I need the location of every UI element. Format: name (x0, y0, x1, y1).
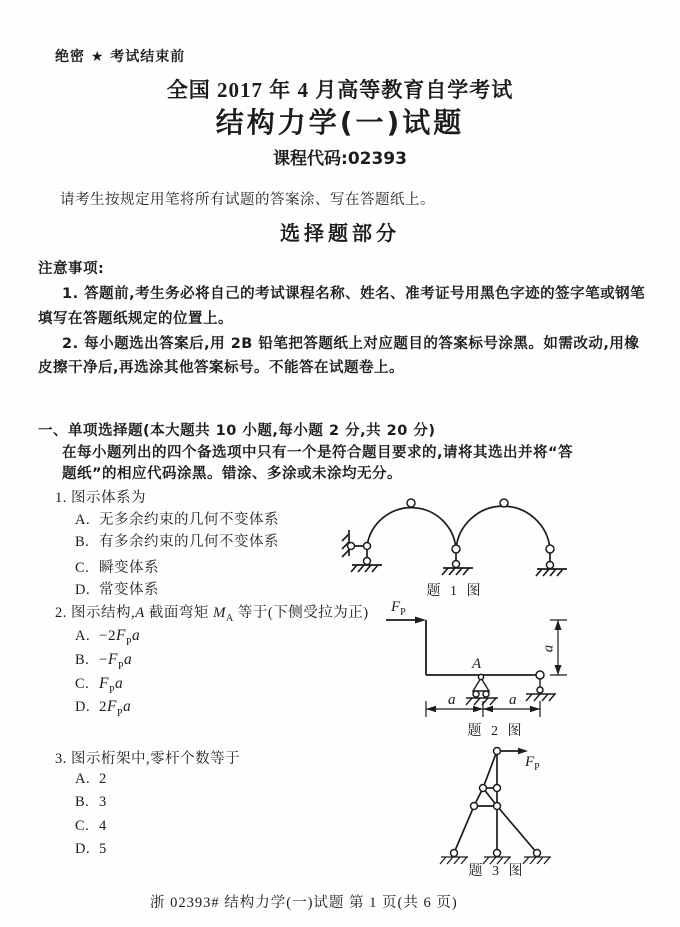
option-label: C. (75, 818, 90, 834)
exam-session-line: 全国 2017 年 4 月高等教育自学考试 (166, 78, 514, 102)
formula-var: a (132, 627, 141, 644)
course-code: 课程代码:02393 (273, 149, 407, 169)
question-1-option-d (75, 578, 159, 599)
figure-3-force-label: $F_P$ (525, 754, 540, 773)
option-label: D. (75, 582, 91, 598)
question-2-text-2: 截面弯矩 (144, 605, 214, 621)
option-label: B. (75, 652, 90, 668)
question-3-title: 3. 图示桁架中,零杆个数等于 (55, 751, 241, 767)
question-1-option-b (75, 530, 279, 551)
formula-coef: − (99, 652, 108, 668)
formula-var: a (124, 651, 133, 668)
question-2-title (55, 601, 369, 624)
section-1-title: 一、单项选择题(本大题共 10 小题,每小题 2 分,共 20 分) (38, 423, 436, 439)
note-2-line-2: 皮擦干净后,再选涂其他答案标号。不能答在试题卷上。 (38, 360, 405, 376)
answer-sheet-instruction: 请考生按规定用笔将所有试题的答案涂、写在答题纸上。 (60, 192, 435, 208)
option-text: 2 (99, 771, 107, 787)
option-label: D. (75, 841, 91, 857)
figure-2-support-a (466, 674, 498, 705)
figure-2-dim-a-right: a (540, 644, 557, 653)
option-label: A. (75, 771, 91, 787)
question-3-option-b (75, 794, 107, 811)
figure-1-caption: 题 1 图 (426, 584, 484, 599)
option-text: 3 (99, 794, 107, 810)
section-1-desc-line-2: 题纸”的相应代码涂黑。错涂、多涂或未涂均无分。 (62, 466, 403, 482)
figure-2-members (386, 617, 540, 676)
note-2-line-1: 2. 每小题选出答案后,用 2B 铅笔把答题纸上对应题目的答案标号涂黑。如需改动,用橡 (62, 336, 640, 352)
figure-1-hinges (348, 499, 555, 569)
formula-var: a (115, 675, 124, 692)
option-label: B. (75, 534, 90, 550)
question-1-title: 1. 图示体系为 (55, 490, 146, 506)
formula-f: F (99, 675, 109, 692)
question-3-option-c (75, 818, 107, 835)
section-1-desc-line-1: 在每小题列出的四个备选项中只有一个是符合题目要求的,请将其选出并将“答 (62, 445, 574, 461)
formula-f: F (107, 651, 118, 668)
formula-sub: P (117, 660, 124, 672)
option-text: 无多余约束的几何不变体系 (99, 512, 279, 528)
formula-sub: P (125, 636, 132, 648)
question-2-option-d (75, 698, 131, 718)
page-title: 结构力学(一)试题 (215, 106, 465, 139)
formula-coef: −2 (99, 628, 116, 644)
question-2-text-1: 图示结构, (71, 605, 136, 621)
question-1-option-a (75, 508, 279, 529)
figure-2-dim-a-mid: a (509, 692, 517, 708)
question-3-option-a (75, 771, 107, 788)
note-1-line-1: 1. 答题前,考生务必将自己的考试课程名称、姓名、准考证号用黑色字迹的签字笔或钢笔 (62, 286, 646, 302)
question-2-option-a (75, 627, 140, 647)
option-label: A. (75, 512, 91, 528)
question-2-text-3: 等于(下侧受拉为正) (233, 605, 369, 621)
note-1-line-2: 填写在答题纸规定的位置上。 (38, 311, 233, 327)
option-text: 常变体系 (99, 582, 159, 598)
section-part-title: 选择题部分 (280, 221, 400, 245)
formula-var: a (123, 698, 132, 715)
option-label: C. (75, 560, 90, 576)
symbol-m: $M_A$ (213, 605, 234, 624)
classification-banner: 绝密 ★ 考试结束前 (55, 49, 186, 65)
figure-2-point-a-label: A (472, 656, 482, 672)
option-text: 4 (99, 818, 107, 834)
question-2-number: 2. (55, 605, 71, 621)
formula-coef: 2 (99, 699, 107, 715)
notes-heading: 注意事项: (38, 261, 105, 277)
option-text: 有多余约束的几何不变体系 (99, 534, 279, 550)
question-2-option-c (75, 675, 123, 695)
option-label: C. (75, 676, 90, 692)
figure-2-force-label: $F_P$ (391, 599, 406, 618)
symbol-a: A (135, 605, 145, 621)
question-1-option-c (75, 556, 159, 577)
figure-3-diagram (435, 745, 560, 870)
option-label: B. (75, 794, 90, 810)
option-text: 5 (99, 841, 107, 857)
formula-sub: P (116, 707, 124, 719)
option-text: 瞬变体系 (99, 560, 159, 576)
figure-2-caption: 题 2 图 (467, 724, 525, 739)
option-label: D. (75, 699, 91, 715)
question-2-option-b (75, 651, 132, 671)
question-3-option-d (75, 841, 107, 858)
figure-3-caption: 题 3 图 (468, 864, 526, 879)
formula-f: F (115, 627, 126, 644)
page-footer: 浙 02393# 结构力学(一)试题 第 1 页(共 6 页) (150, 895, 458, 911)
figure-2-dim-a-left: a (448, 692, 456, 708)
formula-f: F (107, 698, 117, 715)
formula-sub: P (108, 684, 116, 696)
option-label: A. (75, 628, 91, 644)
